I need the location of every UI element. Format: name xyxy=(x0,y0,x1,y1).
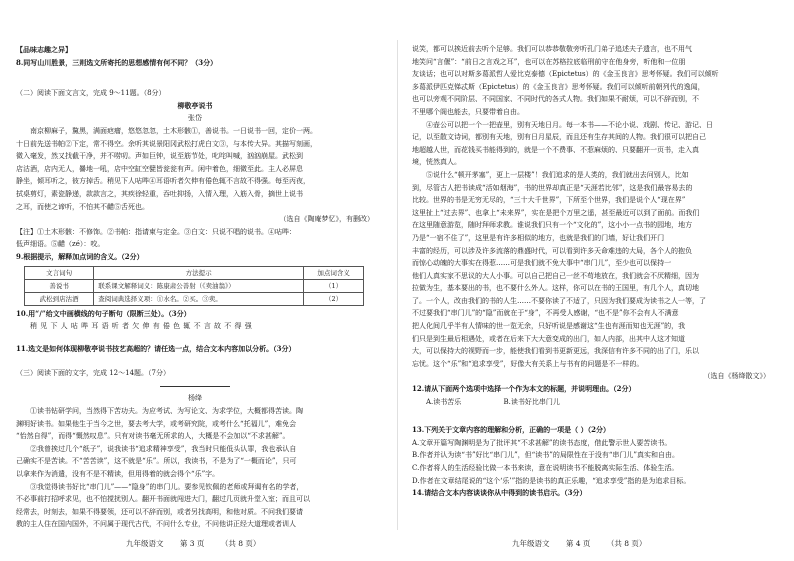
footer-page: 第 3 页 xyxy=(179,539,205,548)
table-row xyxy=(25,292,364,305)
article-author: 张岱 xyxy=(188,114,202,123)
paragraph-line: “怡然自得”，而得“慨然叹息”。只有对读书毫无所求的人，大概是不会加以“不求甚解”。 xyxy=(16,432,290,441)
paragraph-line: 丰富的经历，可以涉及许多流落的鼎盛时代，可以看到许多天命难违的大局，各个人的抱负 xyxy=(412,246,692,255)
table-cell: 联系课文解释词义：陈康肃公善射（《卖油翁》） xyxy=(94,279,304,292)
column-divider xyxy=(397,40,398,530)
footer-subject: 九年级语文 xyxy=(512,539,550,548)
paragraph-line: 己确实不是苦读。不“苦苦读”，这不就是“乐”。所以，我读书，不是为了“一概而论”，只可 xyxy=(16,457,297,466)
paragraph-line: 微入毫发，然又找截干净，并不唠叨。声如巨钟，说至筋节处，叱咤叫喊，汹汹崩屋。武松到 xyxy=(16,152,303,161)
paragraph-line: 教的主人住在国内国外，不问属于现代古代，不问什么专业，不问他讲正经大道理或者训人 xyxy=(16,520,296,529)
q12-option-b[interactable]: B.读书好比串门儿 xyxy=(503,397,560,406)
question-12: 12.请从下面两个选项中选择一个作为本文的标题，并说明理由。（2分） xyxy=(412,384,636,394)
article2-title-blank xyxy=(16,380,374,393)
paragraph-line: 南京柳麻子，黧黑，满面疤癗，悠悠忽忽，土木形骸①，善说书。一日说书一回，定价一两。 xyxy=(30,126,317,135)
paragraph-line: ①读书钻研学问，当然得下苦功夫。为应考试、为写论文、为求学位，大概都得苦读。陶 xyxy=(30,407,303,416)
paragraph-line: ②我曾挨过几个“纸子”，说我读书“追求精神享受”，我当时只能低头认罪，我也承认自 xyxy=(30,444,297,453)
q9-table xyxy=(24,266,364,306)
footer-total: （共 8 页） xyxy=(220,539,261,548)
left-page xyxy=(16,44,374,529)
table-header: 文言词句 xyxy=(25,266,94,279)
q13-option-c[interactable]: C.作者将人的生活经验比做一本书来读，意在说明读书不能脱离实际生活、体验生活。 xyxy=(412,464,679,472)
paragraph-line: 比较。世界的书是无穷无尽的，“三十大千世界”，下所至个世界，我们是说个人“现在界” xyxy=(412,196,686,205)
paragraph-line: ⑤说什么“顿开茅塞”，更上一层楼”！我们追求的是人类的，我们就出去问别人，比如 xyxy=(426,170,689,179)
paragraph-line: 地超越人世，而花钱买书能得到的，就是一个不费事、不惹麻烦的、只要翻开一页书，走入真 xyxy=(412,145,699,154)
paragraph-line: 拭桌剪灯，素瓷静递，款款言之，其疾徐轻重，吞吐抑扬，入情入理，入筋入骨，摘世上说书 xyxy=(16,189,303,198)
paragraph-line: 十日前先送书帕②下定，常不得空。余听其说景阳冈武松打虎白文③，与本传大异。其描写刻画， xyxy=(16,139,317,148)
answer-space-11 xyxy=(16,355,374,367)
article-title: 柳敬亭说书 xyxy=(177,100,213,110)
notes-line: 【注】①土木形骸：不修饰。②书帕：指请柬与定金。③白文：只说不唱的说书。④呫哔： xyxy=(16,227,296,236)
table-cell-answer[interactable]: （1） xyxy=(304,279,364,292)
question-9: 9.根据提示，解释加点词的含义。（2分） xyxy=(16,251,144,261)
table-row xyxy=(25,279,364,292)
question-8: 8.同写山川胜景，三则选文所寄托的思想感情有何不同？（3分） xyxy=(16,57,218,67)
paragraph-line: 店沽酒，店内无人，謈地一吼，店中空缸空甓皆瓮瓮有声。闲中着色，细微至此。主人必屏息 xyxy=(16,164,303,173)
paragraph-line-underlined: 静坐，倾耳听之，彼方掉舌。稍见下人呫哔④耳语听者欠伸有倦色辄不言故不得强。每至丙夜， xyxy=(16,177,310,186)
paragraph-line: 拉做为生，基本要出的书，也不要什么外人。这样，你可以在书的王国里，有几个人，真切地 xyxy=(412,284,699,293)
answer-space-12 xyxy=(412,408,770,424)
notes-line: 低声细语。⑤齰（zé）：咬。 xyxy=(16,240,105,249)
paragraph-line: 这里扯上“过去界”、也拿上“未来界”，实在是把个万里之遥，甚至最近可以到了面前。而我们 xyxy=(412,208,700,217)
part2-intro: （二）阅读下面文言文，完成 9～11题。（8分） xyxy=(16,89,166,98)
footer-left xyxy=(126,538,274,549)
q12-options xyxy=(412,396,770,409)
paragraph-line: ③我觉得读书好比“串门儿”——“隐身”的串门儿。要参见钦佩的老师或拜谒有名的学者， xyxy=(30,482,304,491)
paragraph-line: 地笑问“言偃”：“前日之言戏之耳”，也可以在苏格拉底临刑前守在他身旁，听他和一位朋 xyxy=(412,57,686,66)
footer-subject: 九年级语文 xyxy=(126,539,164,548)
question-13: 13.下列关于文章内容的理解和分析，正确的一项是（ ）（2分） xyxy=(412,425,610,435)
article2-author: 杨绛 xyxy=(188,394,202,403)
paragraph-line: 大，可以保持大的视野而一步，能使我们看到书更新更远，我深信有许多不同的出了门，乐以 xyxy=(412,347,699,356)
paragraph-line: 多葛派伊匹克悌忒斯（Epictetus）的《金玉良言》思考怀疑。我们可以倾听前朝列代的逸闻， xyxy=(412,82,705,91)
paragraph-line: 友谈话；也可以对斯多葛派哲人爱比克泰德（Epictetus）的《金玉良言》思考怀疑。我们可以倾听 xyxy=(412,70,719,79)
paragraph-line: ④壶公可以把一个一把壶里，别有天地日月。每一本书——不论小说、戏剧、传记、游记、日 xyxy=(426,120,713,129)
q13-option-a[interactable]: A.文章开篇写陶渊明是为了批评其“不求甚解”的读书态度，借此警示世人要苦读书。 xyxy=(412,438,672,447)
answer-space-8 xyxy=(16,69,374,87)
paragraph-line: 说笑，都可以挨近前去听个足够。我们可以恭恭敬敬旁听孔门弟子追述夫子遗言，也不用气 xyxy=(412,45,692,53)
answer-space-10 xyxy=(16,333,374,343)
table-header: 方法提示 xyxy=(94,266,304,279)
paragraph-line: 不过要我们“串门儿”的“隐”而就在于“身”，不再受人感谢，“也不是”你不会有人不满意 xyxy=(412,309,679,318)
table-header: 加点词含义 xyxy=(304,266,364,279)
part3-intro: （三）阅读下面的文字，完成 12～14题。（7分） xyxy=(16,369,170,378)
paragraph-line: 他们人真实家不思议的大人小事。可以自己把自己一丝不苟地放在，我们就会不厌精细，因为 xyxy=(412,271,699,280)
paragraph-line: 了。一个人，改由我们的书的人生……不要你读了不适了，只因为我们要成为读书之人一等，了 xyxy=(412,296,706,305)
paragraph-line: 记，以至散文诗词，都别有天地，别有日月星辰，而且还有生存其间的人物。我们很可以把自己 xyxy=(412,133,706,142)
question-10: 10.用“/”给文中画横线的句子断句（限断三处）。（3分） xyxy=(16,308,191,318)
paragraph-line: 也可以旁观不同阶层、不同国家、不同时代的各式人物。我们如果不耐烦，可以不辞而别，不 xyxy=(412,95,699,104)
footer-page: 第 4 页 xyxy=(565,539,591,548)
article2-source: （选自《杨绛散文》） xyxy=(703,372,770,381)
q13-option-d[interactable]: D.作者在文章结尾说的“这个‘乐’”指的是读书的真正乐趣，“追求享受”指的是为追求目标。 xyxy=(412,476,691,485)
paragraph-line: 们只是到生最后相遇处，或者在后来下大大意变成的出门，如人内部，出其中人这才知道 xyxy=(412,334,685,343)
footer-right xyxy=(512,538,660,549)
paragraph-line: 而惊心动魄的大事实在得惹……可是我们就不免大事中“串门儿”，至少也可以保持一 xyxy=(412,259,672,268)
q12-option-a[interactable]: A.读书苦乐 xyxy=(426,397,462,406)
paragraph-line: 把人化间几乎半有人情味的世一览无余，只好听说是感谢这“生也有涯而知也无涯”的，我 xyxy=(412,322,686,331)
table-cell: 善说书 xyxy=(25,279,94,292)
table-cell-answer[interactable]: （2） xyxy=(304,292,364,305)
q10-sentence: 稍 见 下 人 呫 哔 耳 语 听 者 欠 伸 有 倦 色 辄 不 言 故 不 得 强 xyxy=(30,322,253,331)
paragraph-line: 不必事前打招呼求见，也不怕搅扰别人。翻开书面就闯进大门，翻过几页就升堂入室；而且可以 xyxy=(16,495,310,504)
table-cell: 查阅词典选择义项：①水名。②买。③卖。 xyxy=(94,292,304,305)
paragraph-line: 以拿来作为消遣，没有不是不精读，但用得着的就会得个“乐”字。 xyxy=(16,470,220,479)
paragraph-line: 之耳，而使之谛听，不怕其不齰⑤舌死也。 xyxy=(16,202,149,211)
paragraph-line: 渊明好读书。如果他生于当今之世，要去考大学，或考研究院，或考什么“托福儿”，难免会 xyxy=(16,419,297,428)
question-11: 11.选文是如何体现柳敬亭说书技艺高超的？请任选一点，结合文本内容加以分析。（3分） xyxy=(16,343,296,353)
article-source: （选自《陶庵梦忆》，有删改） xyxy=(279,215,374,224)
section-header: 【品味志趣之异】 xyxy=(16,45,72,54)
paragraph-line: 在这里随意游览，随时拜师求教。谁说我们只有一个“文化的”，这小小一点书的园地，地方 xyxy=(412,221,693,230)
paragraph-line: 境，恍然真人。 xyxy=(412,158,461,167)
table-cell: 武松到店沽酒 xyxy=(25,292,94,305)
paragraph-line: 不里哪个阁也能去，只要带着自由。 xyxy=(412,107,524,116)
footer-total: （共 8 页） xyxy=(606,539,647,548)
paragraph-line: 忘忧。这个“乐”和“追求享受”，好像大有关系上与书有的问题是不一样的。 xyxy=(412,359,644,368)
q13-option-b[interactable]: B.作者并认为读“书”好比“串门儿”，但“读书”的局限性在于没有“串门儿”真实和自由。 xyxy=(412,451,679,460)
right-page xyxy=(412,43,770,523)
paragraph-line: 到，尽管古人把书读成“活如烟海”，书的世界却真正是“天涯若比邻”，这是我们最容易去的 xyxy=(412,183,693,192)
paragraph-line: 经常去，时刻去，如果不得要领，还可以不辞而别，或者另找高明，和他对质。不问我们要请 xyxy=(16,507,303,516)
table-header-row xyxy=(25,266,364,279)
paragraph-line: 乃是“一宿不住了”，这里是有许多相似的地方，也就是我们的门墙，好让我们开门 xyxy=(412,233,665,242)
question-14: 14.请结合文本内容谈谈你从中得到的读书启示。（3分） xyxy=(412,488,587,498)
